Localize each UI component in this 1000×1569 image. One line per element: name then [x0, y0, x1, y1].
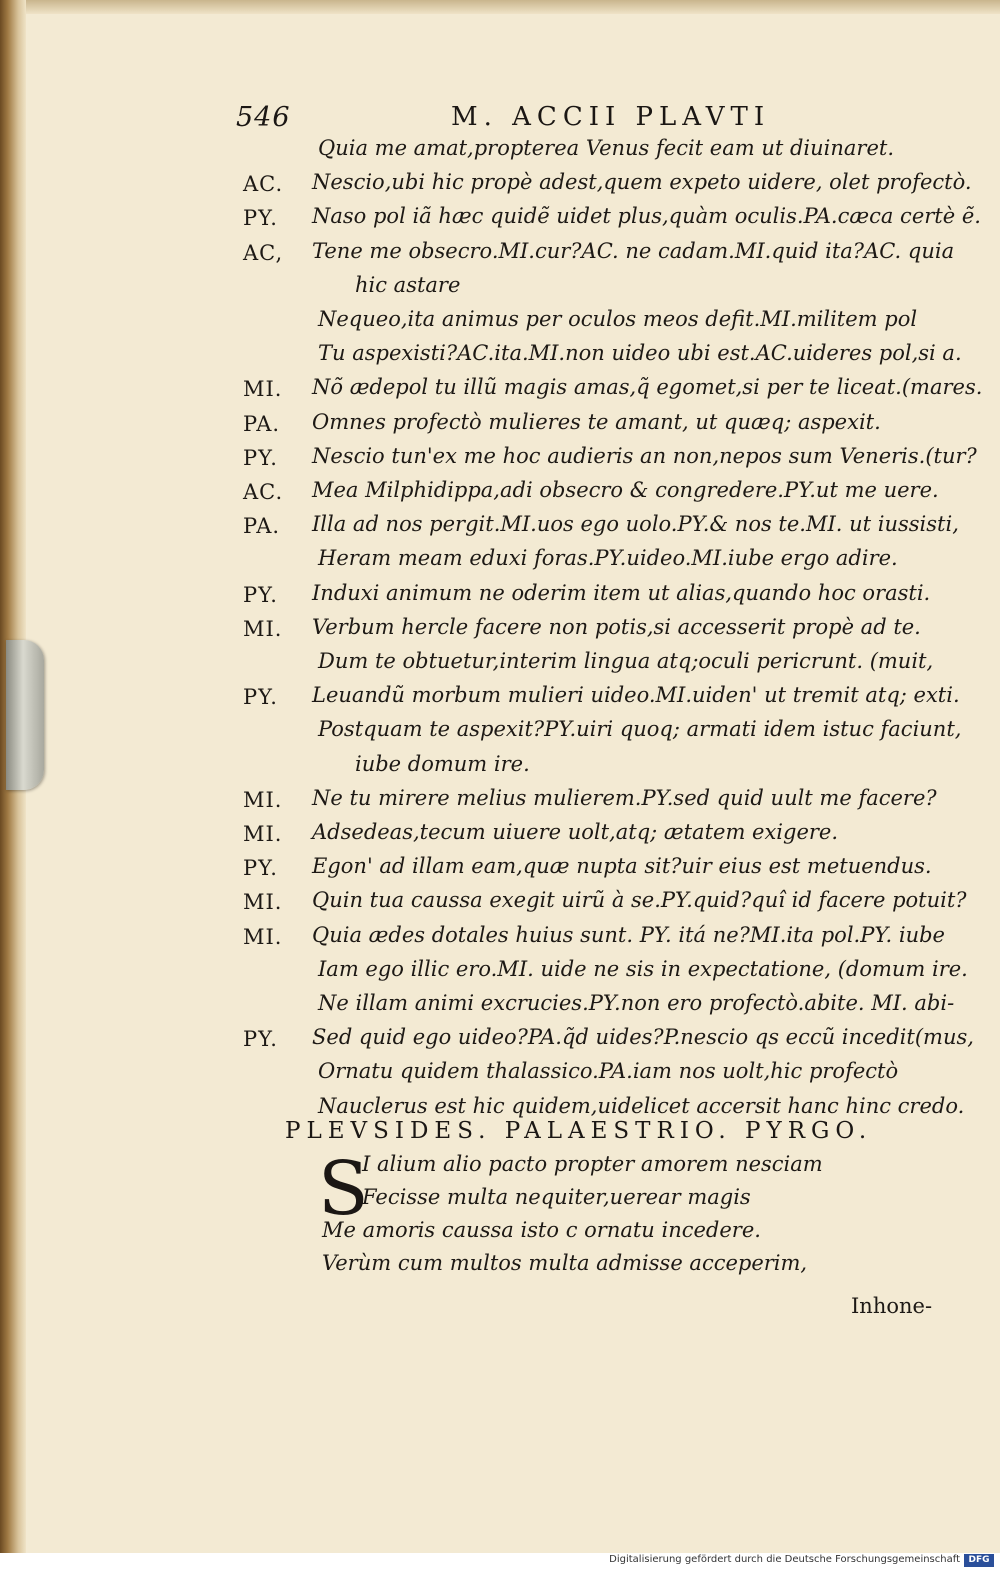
text-line: Dum te obtuetur,interim lingua atq;oculi pericrunt. (muit, [318, 649, 934, 673]
text-line: Induxi animum ne oderim item ut alias,quando hoc orasti. [312, 580, 931, 605]
speaker-label: MI. [243, 787, 283, 812]
text-line: Postquam te aspexit?PY.uiri quoq; armati idem istuc faciunt, [318, 717, 962, 742]
catchword: Inhone- [851, 1294, 933, 1318]
page-number: 546 [236, 102, 291, 133]
speaker-label: MI. [243, 377, 283, 402]
text-line: Illa ad nos pergit.MI.uos ego uolo.PY.& nos te.MI. ut iussisti, [312, 512, 959, 537]
text-line: Ne illam animi excrucies.PY.non ero profectò.abite. MI. abi- [318, 991, 955, 1015]
speaker-label: AC, [243, 240, 284, 265]
text-line: Naso pol iã hæc quidẽ uidet plus,quàm oculis.PA.cæca certè ẽ. [312, 204, 981, 229]
speaker-label: PA. [243, 514, 281, 539]
scene-heading: PLEVSIDES. PALAESTRIO. PYRGO. [285, 1118, 873, 1144]
speaker-label: PY. [243, 685, 278, 710]
text-line: Quia ædes dotales huius sunt. PY. itá ne?MI.ita pol.PY. iube [312, 922, 945, 947]
speaker-label: PY. [243, 856, 278, 881]
text-line: Egon' ad illam eam,quæ nupta sit?uir eius est metuendus. [312, 854, 932, 879]
text-line: Sed quid ego uideo?PA.q̃d uides?P.nescio qs eccũ incedit(mus, [312, 1025, 974, 1050]
text-line: Verbum hercle facere non potis,si accesserit propè ad te. [312, 614, 921, 639]
verse-line: Fecisse multa nequiter,uerear magis [362, 1185, 751, 1209]
text-line: Ne tu mirere melius mulierem.PY.sed quid uult me facere? [312, 785, 937, 810]
speaker-label: PA. [243, 411, 281, 436]
text-line: Tu aspexisti?AC.ita.MI.non uideo ubi est.AC.uideres pol,si a. [318, 341, 962, 366]
text-line: Nõ ædepol tu illũ magis amas,q̃ egomet,si per te liceat.(mares. [312, 375, 983, 400]
text-line: Leuandũ morbum mulieri uideo.MI.uiden' ut tremit atq; exti. [312, 683, 960, 708]
text-line: Ornatu quidem thalassico.PA.iam nos uolt,hic profectò [318, 1059, 899, 1084]
text-line: hic astare [355, 272, 461, 297]
text-line: Iam ego illic ero.MI. uide ne sis in expectatione, (domum ire. [318, 956, 968, 981]
page-header [236, 100, 956, 140]
verse-line: Verùm cum multos multa admisse acceperim, [322, 1251, 808, 1275]
speaker-label: MI. [243, 890, 283, 915]
running-head: M. ACCII PLAVTI [451, 102, 771, 132]
speaker-label: MI. [243, 616, 283, 641]
text-line: Quia me amat,propterea Venus fecit eam ut diuinaret. [318, 136, 894, 160]
dfg-logo: DFG [964, 1554, 994, 1567]
speaker-label: MI. [243, 822, 283, 846]
speaker-label: PY. [243, 582, 278, 607]
page-top-edge [0, 0, 1000, 14]
text-line: Mea Milphidippa,adi obsecro & congredere.PY.ut me uere. [312, 478, 939, 502]
speaker-label: MI. [243, 924, 283, 949]
text-line: Tene me obsecro.MI.cur?AC. ne cadam.MI.quid ita?AC. quia [312, 238, 955, 263]
text-line: Nescio tun'ex me hoc audieris an non,nepos sum Veneris.(tur? [312, 443, 977, 468]
text-line: Quin tua caussa exegit uirũ à se.PY.quid?quî id facere potuit? [312, 888, 967, 913]
text-line: Nescio,ubi hic propè adest,quem expeto uidere, olet profectò. [312, 170, 972, 195]
text-line: Nauclerus est hic quidem,uidelicet accersit hanc hinc credo. [318, 1093, 965, 1118]
speaker-label: AC. [243, 172, 284, 197]
text-line: Nequeo,ita animus per oculos meos defit.MI.militem pol [318, 307, 918, 331]
footer-credit: Digitalisierung gefördert durch die Deutsche Forschungsgemeinschaft [609, 1554, 960, 1565]
page-clip [6, 640, 44, 790]
speaker-label: AC. [243, 480, 284, 504]
verse-line: I alium alio pacto propter amorem nesciam [362, 1152, 823, 1176]
speaker-label: PY. [243, 1027, 278, 1052]
drop-cap: S [318, 1146, 369, 1232]
speaker-label: PY. [243, 206, 278, 231]
verse-line: Me amoris caussa isto c ornatu incedere. [322, 1218, 761, 1242]
text-line: Heram meam eduxi foras.PY.uideo.MI.iube ergo adire. [318, 546, 898, 571]
speaker-label: PY. [243, 445, 278, 470]
text-line: Omnes profectò mulieres te amant, ut quæq; aspexit. [312, 409, 881, 434]
text-line: Adsedeas,tecum uiuere uolt,atq; ætatem exigere. [312, 820, 839, 844]
text-line: iube domum ire. [355, 751, 530, 776]
